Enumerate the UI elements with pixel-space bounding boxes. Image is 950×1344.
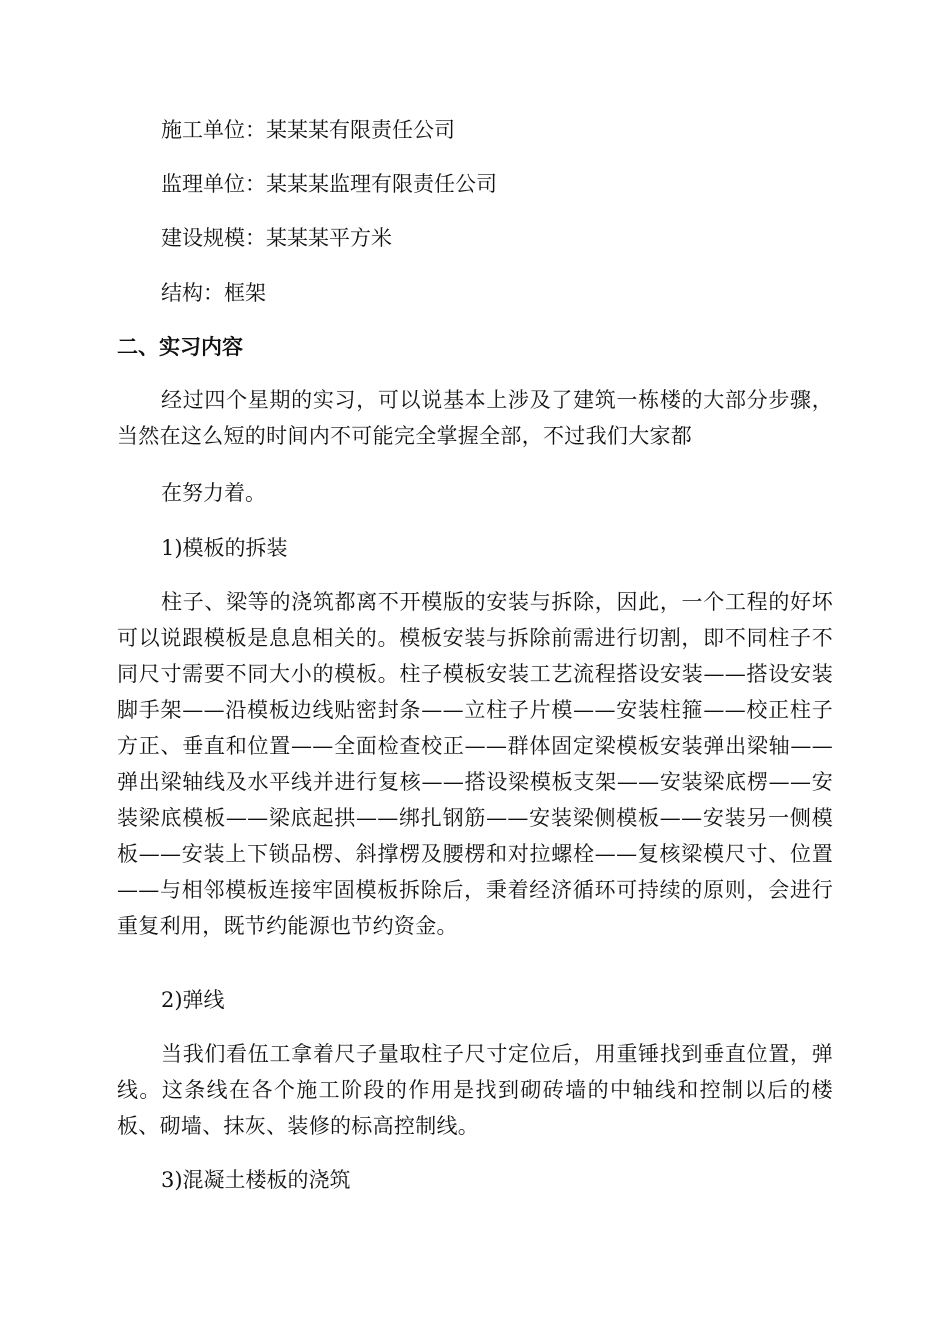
item3-title: 3)混凝土楼板的浇筑	[161, 1168, 351, 1192]
item2-title: 2)弹线	[161, 988, 225, 1012]
item1-paragraph: 柱子、梁等的浇筑都离不开模版的安装与拆除，因此，一个工程的好坏可以说跟模板是息息相关的。模板安装与拆除前需进行切割，即不同柱子不同尺寸需要不同大小的模板。柱子模板安装工艺流程搭设安装——搭设安装脚手架——沿模板边线贴密封条——立柱子片模——安装柱箍——校正柱子方正、垂直和位置——全面检查校正——群体固定梁模板安装弹出梁轴——弹出梁轴线及水平线并进行复核——搭设梁模板支架——安装梁底楞——安装梁底模板——梁底起拱——绑扎钢筋——安装梁侧模板——安装另一侧模板——安装上下锁品楞、斜撑楞及腰楞和对拉螺栓——复核梁模尺寸、位置——与相邻模板连接牢固模板拆除后，秉着经济循环可持续的原则，会进行重复利用，既节约能源也节约资金。	[117, 590, 833, 938]
supervisor-line: 监理单位：某某某监理有限责任公司	[161, 172, 497, 196]
item1-title: 1)模板的拆装	[161, 536, 288, 560]
intro-tail-line: 在努力着。	[161, 481, 266, 505]
structure-line: 结构：框架	[161, 281, 266, 305]
contractor-line: 施工单位：某某某有限责任公司	[161, 118, 455, 142]
section-heading: 二、实习内容	[117, 335, 243, 359]
scale-line: 建设规模：某某某平方米	[161, 226, 392, 250]
item2-paragraph: 当我们看伍工拿着尺子量取柱子尺寸定位后，用重锤找到垂直位置，弹线。这条线在各个施工阶段的作用是找到砌砖墙的中轴线和控制以后的楼板、砌墙、抹灰、装修的标高控制线。	[117, 1042, 833, 1138]
intro-paragraph: 经过四个星期的实习，可以说基本上涉及了建筑一栋楼的大部分步骤，当然在这么短的时间内不可能完全掌握全部，不过我们大家都	[117, 388, 833, 448]
